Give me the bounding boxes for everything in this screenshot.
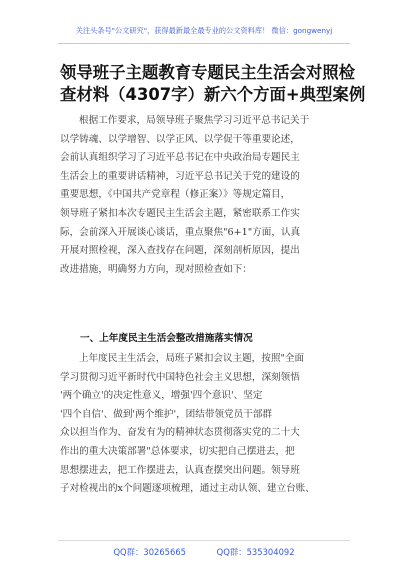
text-line: 子对检视出的x个问题逐项梳理，通过主动认领、建立台账、 (60, 483, 315, 495)
text-line: 众以担当作为、奋发有为的精神状态贯彻落实党的二十大 (60, 427, 300, 439)
text-line: 生活会上的重要讲话精神，习近平总书记关于党的建设的 (60, 170, 300, 182)
text-line: 重要思想，《中国共产党章程（修正案）》等规定篇目， (60, 189, 291, 201)
footer-qq-group-2: QQ群：535304092 (216, 547, 295, 557)
header-divider (58, 43, 350, 44)
section-body-paragraph (60, 350, 352, 499)
intro-paragraph (60, 112, 352, 279)
title-line: 领导班子主题教育专题民主生活会对照检 (60, 63, 356, 82)
text-line: 会前认真组织学习了习近平总书记在中央政治局专题民主 (60, 152, 300, 164)
text-line: 领导班子紧扣本次专题民主生活会主题，紧密联系工作实 (60, 207, 300, 219)
text-line: 学习贯彻习近平新时代中国特色社会主义思想，深刻领悟 (60, 371, 300, 383)
text-line: '两个确立'的决定性意义，增强'四个意识'、坚定 (60, 390, 263, 402)
header-promo-text: 关注头条号"公文研究"，获得最新最全最专业的公文资料库！ 微信：gongwenyj (75, 26, 333, 35)
section-heading: 一、上年度民主生活会整改措施落实情况 (80, 333, 253, 344)
text-line: 作出的重大决策部署"总体要求，切实把自己摆进去，把 (60, 445, 295, 457)
document-title (60, 62, 366, 106)
title-line: 查材料（4307字）新六个方面+典型案例 (60, 85, 366, 104)
text-line: 改进措施，明确努力方向，现对照检查如下： (60, 263, 252, 275)
footer (0, 546, 408, 558)
text-line: 开展对照检视，深入查找存在问题，深刻剖析原因，提出 (60, 245, 300, 257)
footer-divider (58, 540, 350, 541)
text-line: 际，会前深入开展谈心谈话，重点聚焦"6+1"方面，认真 (60, 226, 301, 238)
text-line: 思想摆进去，把工作摆进去，认真查摆突出问题。领导班 (60, 464, 300, 476)
text-line: 根据工作要求，局领导班子聚焦学习习近平总书记关于 (79, 115, 310, 126)
text-line: '四个自信'、做到'两个维护'，团结带领党员干部群 (60, 408, 273, 420)
text-line: 上年度民主生活会，局班子紧扣会议主题，按照"全面 (79, 353, 305, 364)
text-line: 以学铸魂、以学增智、以学正风、以学促干等重要论述， (60, 133, 300, 145)
footer-qq-group-1: QQ群：30265665 (113, 547, 186, 557)
